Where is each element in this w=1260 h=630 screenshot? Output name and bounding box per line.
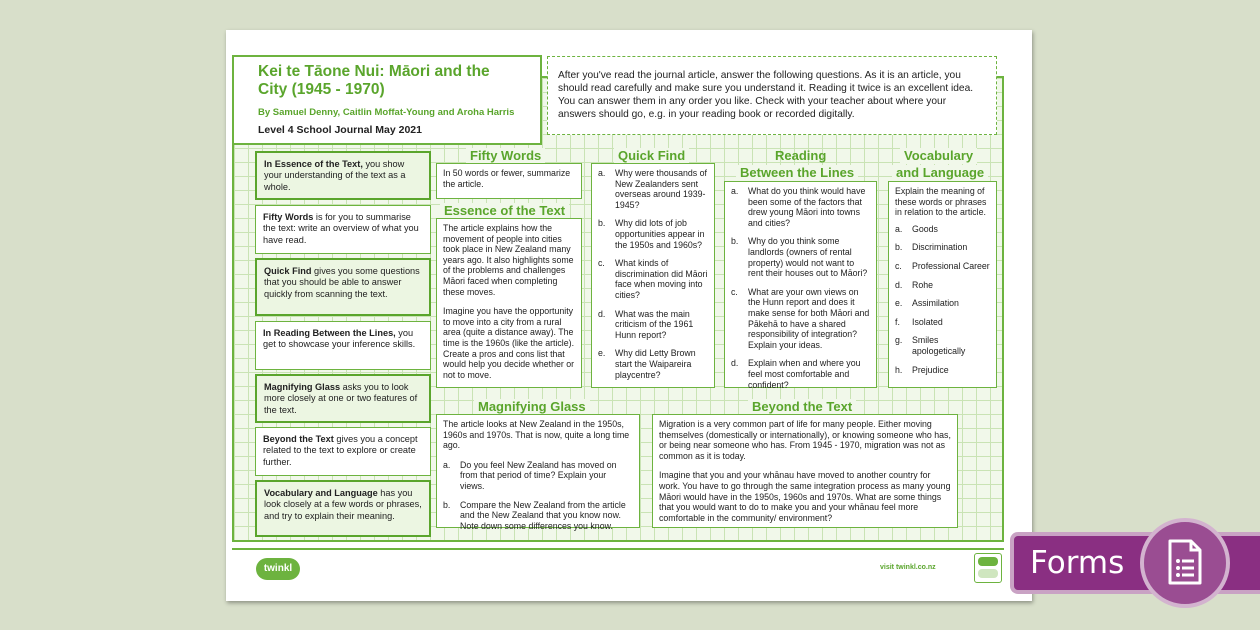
question-item xyxy=(731,186,870,228)
instructions-box: After you've read the journal article, answer the following questions. As it is an article, you should read carefully and make sure you understand it. Reading it twice is an excellent idea. You can answer them in any order you like. Check with your teacher about where your answers should go, e.g. in your reading book or recorded digitally. xyxy=(547,56,997,135)
question-text: Assimilation xyxy=(912,298,959,309)
question-text: Isolated xyxy=(912,316,943,327)
question-text: Smiles apologetically xyxy=(912,335,966,356)
question-text: Rohe xyxy=(912,279,934,290)
sidebar-vocabulary: Vocabulary and Language has you look closely at a few words or phrases, and try to explain their meaning. xyxy=(255,480,431,537)
worksheet-title: Kei te Tāone Nui: Māori and the City (1945 - 1970) xyxy=(258,63,490,98)
essence-box xyxy=(436,218,582,388)
vocabulary-heading-1: Vocabulary xyxy=(900,148,977,164)
question-text: Professional Career xyxy=(912,260,990,271)
question-text: What are your own views on the Hunn report and does it make sense for both Māori and Pākehā to have a shared responsibility of integration? Explain your ideas. xyxy=(748,286,870,350)
beyond-box xyxy=(652,414,958,528)
question-item xyxy=(895,280,990,291)
question-letter: c. xyxy=(598,258,605,269)
question-letter: d. xyxy=(731,358,739,369)
question-letter: a. xyxy=(895,223,903,234)
beyond-p2: Imagine that you and your whānau have moved to another country for work. You have to go through the same integration process as many young Māori would have in the 1950s, 1960s and 1970s. What are some things that you would want to do to make you and your whānau feel more comfortable in the community/ environment? xyxy=(659,470,951,523)
question-text: What was the main criticism of the 1961 Hunn report? xyxy=(615,308,694,340)
beyond-heading: Beyond the Text xyxy=(748,399,856,415)
question-letter: e. xyxy=(598,348,606,359)
question-item xyxy=(598,309,708,341)
question-item xyxy=(895,242,990,253)
question-item xyxy=(895,365,990,376)
vocabulary-box xyxy=(888,181,997,388)
fifty-words-heading: Fifty Words xyxy=(466,148,545,164)
reading-heading-1: Reading xyxy=(775,148,827,163)
question-item xyxy=(895,224,990,235)
question-text: Why did lots of job opportunities appear in the 1950s and 1960s? xyxy=(615,218,705,250)
question-item xyxy=(731,236,870,278)
sidebar-essence: In Essence of the Text, you show your understanding of the text as a whole. xyxy=(255,151,431,200)
question-item xyxy=(895,335,990,356)
question-letter: a. xyxy=(598,168,606,178)
question-item xyxy=(895,298,990,309)
twinkl-logo: twinkl xyxy=(256,558,300,580)
question-letter: b. xyxy=(598,218,606,229)
reading-between-box xyxy=(724,181,877,388)
question-letter: b. xyxy=(895,242,903,253)
vocabulary-intro: Explain the meaning of these words or phrases in relation to the article. xyxy=(895,186,987,218)
question-text: Do you feel New Zealand has moved on from that period of time? Explain your views. xyxy=(460,459,617,491)
question-item xyxy=(598,218,708,250)
sidebar-beyond: Beyond the Text gives you a concept related to the text to explore or create further. xyxy=(255,427,431,476)
question-item xyxy=(598,168,708,210)
question-letter: d. xyxy=(895,279,903,290)
question-item xyxy=(895,317,990,328)
vocabulary-heading-2: and Language xyxy=(892,165,988,181)
question-item xyxy=(443,460,633,492)
question-letter: b. xyxy=(443,499,451,510)
essence-p1: The article explains how the movement of people into cities took place in New Zealand many years ago. It also highlights some of the problems and challenges Māori faced when completing these moves. xyxy=(443,223,574,297)
question-letter: d. xyxy=(598,308,606,319)
question-text: Goods xyxy=(912,223,938,234)
sidebar-fifty-words: Fifty Words is for you to summarise the text: write an overview of what you have read. xyxy=(255,205,431,254)
fifty-words-box xyxy=(436,163,582,199)
question-text: Why were thousands of New Zealanders sent overseas around 1939-1945? xyxy=(615,168,707,210)
question-letter: h. xyxy=(895,364,903,375)
quick-find-box xyxy=(591,163,715,388)
fifty-words-text: In 50 words or fewer, summarize the article. xyxy=(443,168,571,189)
forms-label: Forms xyxy=(1030,545,1125,581)
question-item xyxy=(895,261,990,272)
question-item xyxy=(731,287,870,351)
badge-icon xyxy=(974,553,1002,583)
question-letter: b. xyxy=(731,236,739,247)
question-text: What kinds of discrimination did Māori face when moving into cities? xyxy=(615,258,708,300)
question-item xyxy=(598,258,708,300)
question-letter: f. xyxy=(895,316,900,327)
question-text: Why do you think some landlords (owners of rental property) would not want to rent their houses out to Māori? xyxy=(748,236,868,279)
footer-divider xyxy=(232,548,1004,550)
question-letter: a. xyxy=(731,186,739,196)
question-letter: a. xyxy=(443,459,451,470)
sidebar-magnifying: Magnifying Glass asks you to look more closely at one or two features of the text. xyxy=(255,374,431,423)
question-text: Compare the New Zealand from the article and the New Zealand that you know now. Note down some differences you know. xyxy=(460,499,626,531)
question-text: Explain when and where you feel most comfortable and confident? xyxy=(748,358,861,390)
question-letter: c. xyxy=(731,286,738,297)
essence-heading: Essence of the Text xyxy=(440,203,569,219)
sidebar-quick-find: Quick Find gives you some questions that you should be able to answer quickly from scanning the text. xyxy=(255,258,431,316)
question-letter: g. xyxy=(895,335,903,346)
question-item xyxy=(443,500,633,532)
magnifying-heading: Magnifying Glass xyxy=(474,399,590,415)
beyond-p1: Migration is a very common part of life for many people. Either moving themselves (domestically or internationally), or knowing someone who has, or being near someone who has. From 1945 - 1970, migration was not as common as it is today. xyxy=(659,419,951,461)
reading-heading-2: Between the Lines xyxy=(736,165,858,181)
magnifying-box xyxy=(436,414,640,531)
question-item xyxy=(598,348,708,380)
magnifying-intro: The article looks at New Zealand in the 1950s, 1960s and 1970s. That is now, quite a long time ago. xyxy=(443,419,630,451)
journal-level: Level 4 School Journal May 2021 xyxy=(258,124,422,136)
question-text: What do you think would have been some of the factors that drew young Māori into towns and cities? xyxy=(748,186,866,228)
question-letter: c. xyxy=(895,260,902,271)
visit-link[interactable]: visit twinkl.co.nz xyxy=(880,564,936,571)
authors: By Samuel Denny, Caitlin Moffat-Young and Aroha Harris xyxy=(258,107,515,118)
sidebar-reading-between: In Reading Between the Lines, you get to showcase your inference skills. xyxy=(255,321,431,370)
question-text: Prejudice xyxy=(912,364,949,375)
quick-find-heading: Quick Find xyxy=(614,148,689,164)
title-box xyxy=(232,55,542,145)
question-item xyxy=(731,358,870,390)
question-text: Why did Letty Brown start the Waipareira playcentre? xyxy=(615,348,696,380)
question-letter: e. xyxy=(895,298,903,309)
question-text: Discrimination xyxy=(912,242,968,253)
forms-document-icon xyxy=(1167,539,1203,585)
essence-p2: Imagine you have the opportunity to move into a city from a rural area (quite a distance away). The time is the 1960s (like the article). Create a pros and cons list that would help you decide whether or not to move. xyxy=(443,306,575,380)
